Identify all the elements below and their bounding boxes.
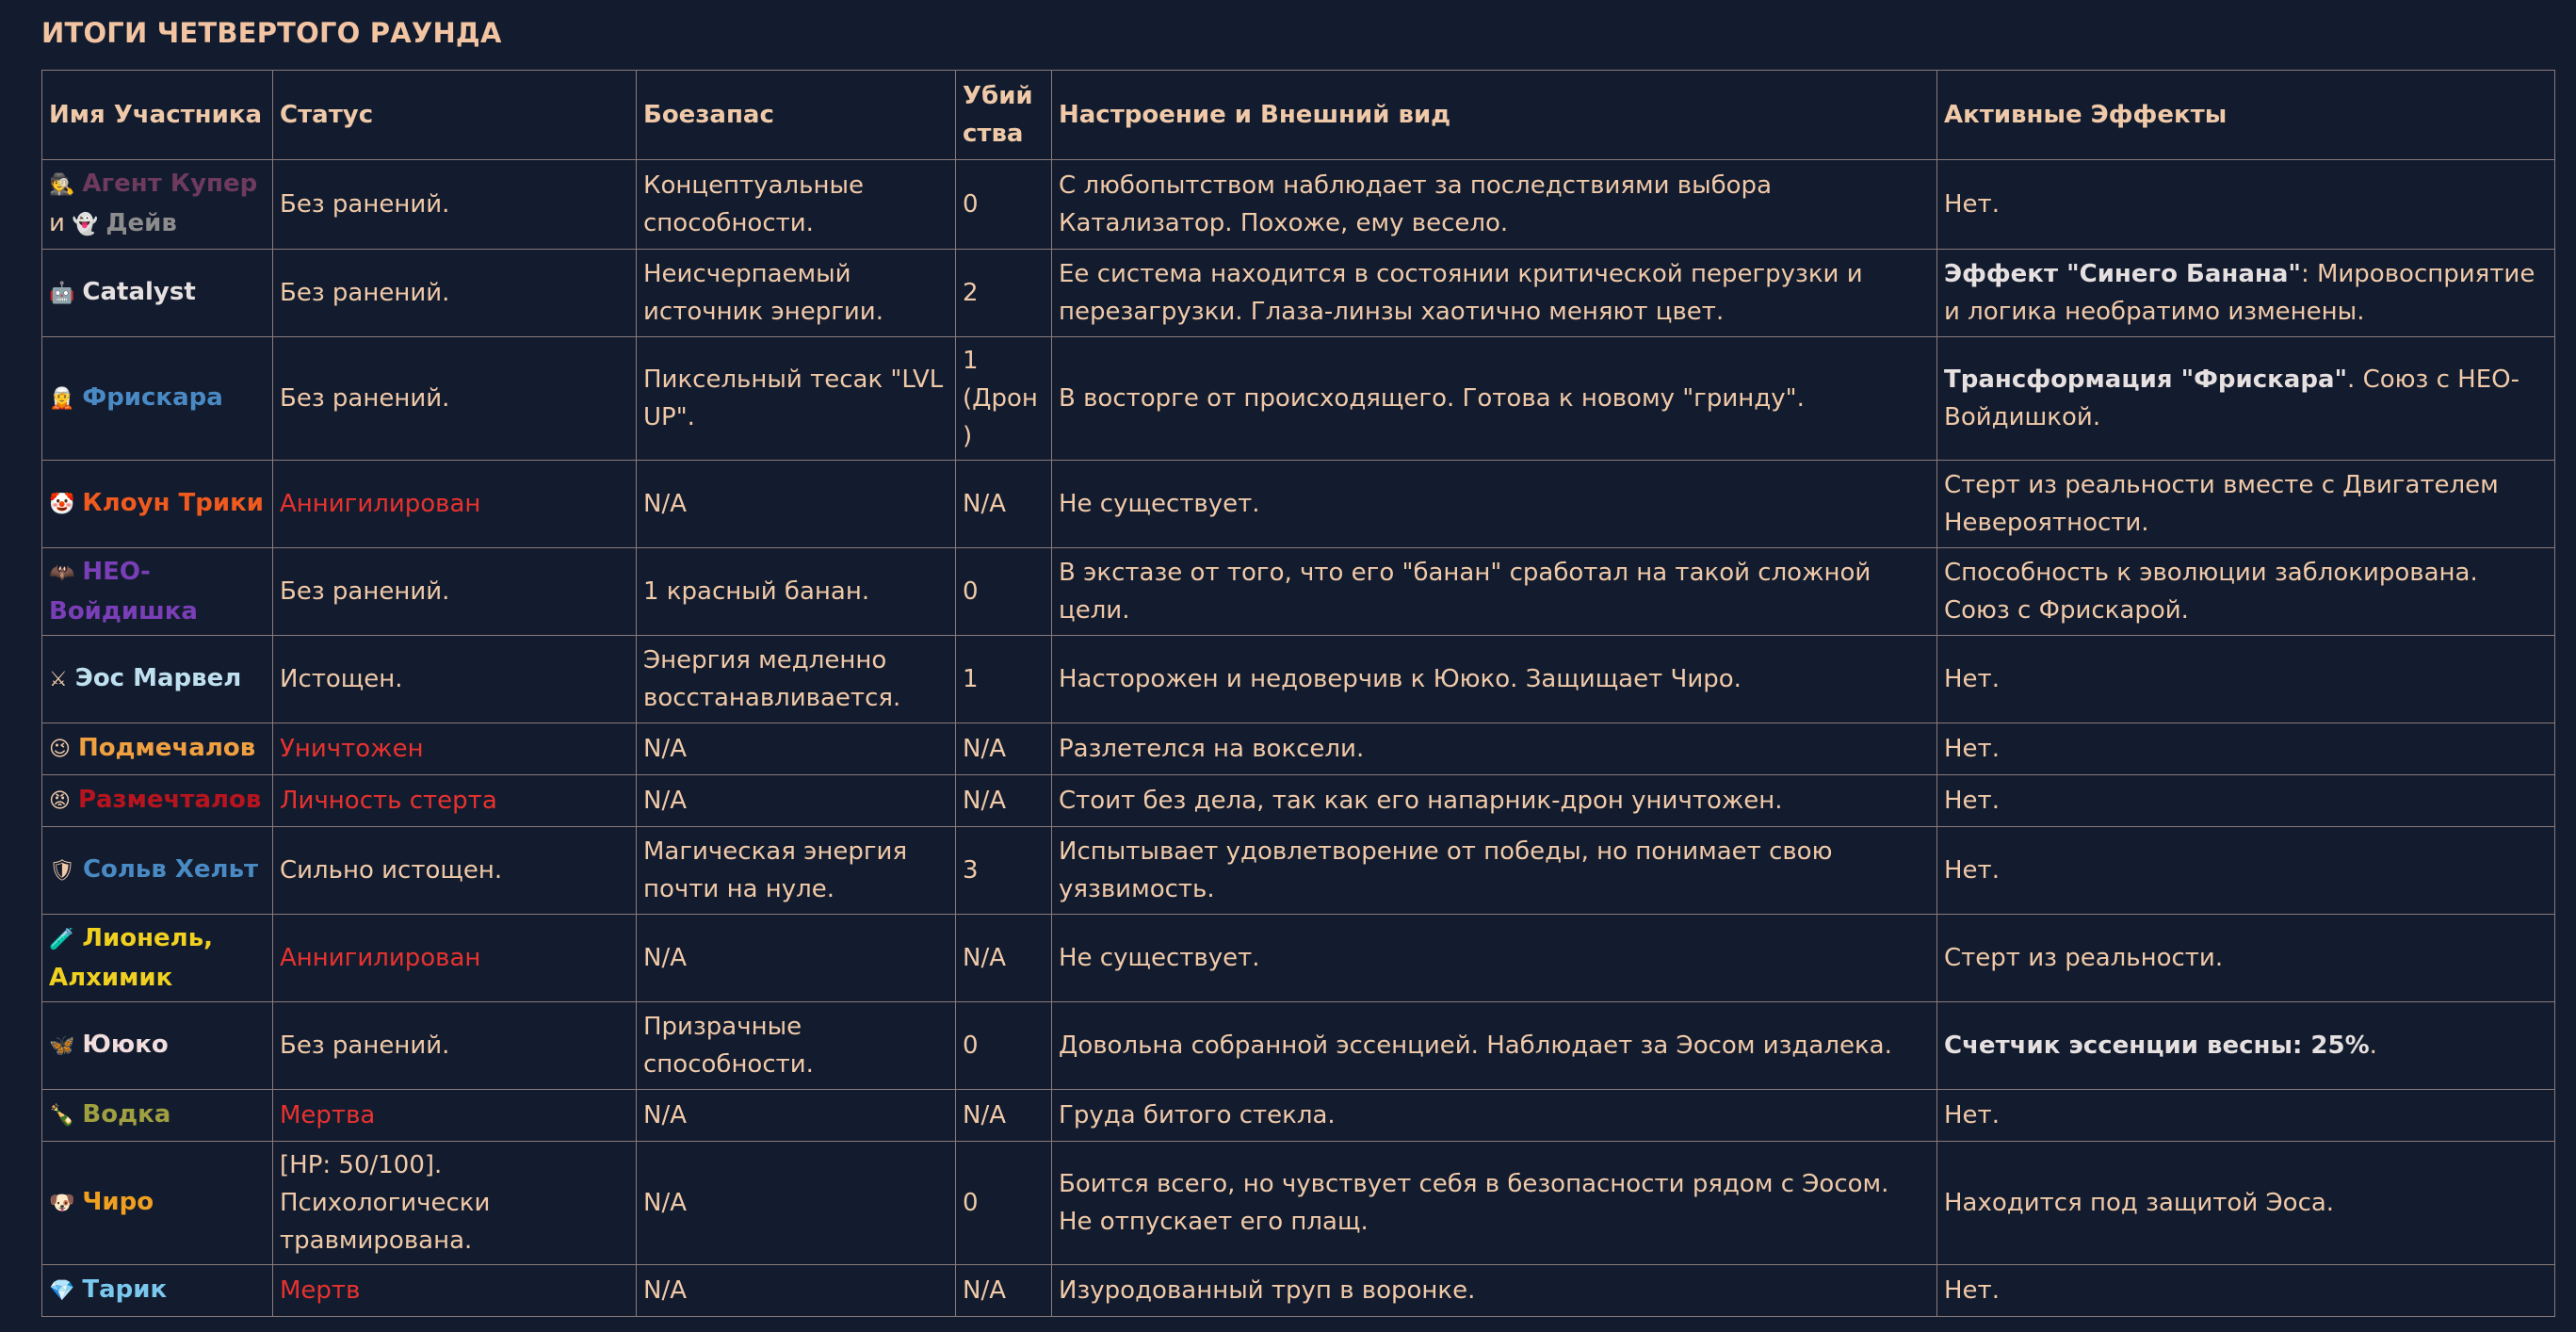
cell-participant-name [42,1142,273,1265]
table-row [42,1265,2555,1317]
cell-ammo: N/A [637,461,956,548]
cell-effects [1937,775,2555,827]
cell-ammo: N/A [637,775,956,827]
cell-participant-name [42,915,273,1002]
cell-kills: 0 [956,548,1052,636]
cell-kills: 3 [956,827,1052,915]
table-row [42,548,2555,636]
cell-participant-name [42,827,273,915]
column-header-mood: Настроение и Внешний вид [1052,71,1937,160]
table-row [42,775,2555,827]
cell-status: Без ранений. [273,337,637,461]
effect-highlight: Трансформация "Фрискара" [1944,365,2348,394]
cell-kills: 0 [956,1002,1052,1090]
cell-mood: Разлетелся на воксели. [1052,723,1937,775]
cell-status: Без ранений. [273,250,637,337]
cell-effects [1937,723,2555,775]
table-row [42,1090,2555,1142]
cell-kills: N/A [956,723,1052,775]
cell-kills: N/A [956,461,1052,548]
participant-avatar-icon: 🦇 [49,561,75,585]
effect-text: Нет. [1944,856,2000,885]
cell-effects [1937,548,2555,636]
table-row [42,461,2555,548]
effect-text: Способность к эволюции заблокирована. Союз с Фрискарой. [1944,559,2478,625]
table-header-row [42,71,2555,160]
cell-mood: Не существует. [1052,461,1937,548]
cell-kills: N/A [956,1090,1052,1142]
participant-name: Чиро [82,1188,154,1216]
cell-mood: Боится всего, но чувствует себя в безопасности рядом с Эосом. Не отпускает его плащ. [1052,1142,1937,1265]
cell-status: Аннигилирован [273,461,637,548]
effect-text: . Союз с НЕО-Войдишкой. [1944,365,2519,431]
column-header-ammo: Боезапас [637,71,956,160]
cell-ammo: Неисчерпаемый источник энергии. [637,250,956,337]
results-panel [41,13,2554,1317]
table-row [42,915,2555,1002]
effect-text: Находится под защитой Эоса. [1944,1189,2335,1217]
cell-status: Личность стерта [273,775,637,827]
table-row [42,636,2555,723]
cell-effects [1937,461,2555,548]
cell-kills: 1 [956,636,1052,723]
name-joiner: и [49,209,65,237]
effect-highlight: Счетчик эссенции весны: 25% [1944,1031,2370,1060]
cell-status: Уничтожен [273,723,637,775]
cell-status: Аннигилирован [273,915,637,1002]
participant-avatar-icon: 😉 [49,738,71,761]
cell-mood: Не существует. [1052,915,1937,1002]
cell-ammo: Концептуальные способности. [637,160,956,250]
table-row [42,160,2555,250]
cell-participant-name [42,636,273,723]
participant-name: Тарик [82,1275,168,1304]
cell-kills: 0 [956,160,1052,250]
page-title: ИТОГИ ЧЕТВЕРТОГО РАУНДА [41,17,502,49]
effect-text: : Мировосприятие и логика необратимо изменены. [1944,260,2535,326]
cell-ammo: Магическая энергия почти на нуле. [637,827,956,915]
cell-mood: Испытывает удовлетворение от победы, но понимает свою уязвимость. [1052,827,1937,915]
cell-effects [1937,827,2555,915]
cell-mood: Изуродованный труп в воронке. [1052,1265,1937,1317]
effect-text: Стерт из реальности. [1944,944,2224,972]
cell-ammo: 1 красный банан. [637,548,956,636]
effect-text: Нет. [1944,665,2000,693]
participant-name: Фрискара [82,383,223,412]
column-header-kills: Убийства [956,71,1052,160]
effect-text: . [2369,1031,2377,1060]
participant-name: НЕО-Войдишка [49,558,198,625]
cell-status: Мертв [273,1265,637,1317]
cell-participant-name [42,337,273,461]
participant-avatar-icon: 🦋 [49,1034,75,1058]
cell-mood: Стоит без дела, так как его напарник-дрон уничтожен. [1052,775,1937,827]
cell-ammo: Призрачные способности. [637,1002,956,1090]
cell-status: Без ранений. [273,548,637,636]
cell-effects [1937,1142,2555,1265]
participant-avatar-icon: 👻 [72,213,99,236]
cell-kills: N/A [956,775,1052,827]
cell-effects [1937,1002,2555,1090]
cell-kills: 2 [956,250,1052,337]
effect-text: Стерт из реальности вместе с Двигателем Невероятности. [1944,471,2499,537]
effect-text: Нет. [1944,787,2000,815]
participant-avatar-icon: 🍾 [49,1104,75,1128]
cell-status: [HP: 50/100]. Психологически травмирована. [273,1142,637,1265]
cell-ammo: Пиксельный тесак "LVL UP". [637,337,956,461]
effect-text: Нет. [1944,1276,2000,1305]
participant-name: Сольв Хельт [82,855,259,884]
cell-ammo: Энергия медленно восстанавливается. [637,636,956,723]
cell-participant-name [42,548,273,636]
cell-participant-name [42,160,273,250]
table-row [42,723,2555,775]
cell-effects [1937,160,2555,250]
cell-participant-name [42,1090,273,1142]
participant-name: Размечталов [77,786,262,814]
table-row [42,1002,2555,1090]
cell-participant-name [42,775,273,827]
participant-name: Catalyst [82,278,196,306]
table-row [42,337,2555,461]
effect-text: Нет. [1944,190,2000,219]
participant-name: Клоун Трики [82,489,264,517]
cell-participant-name [42,461,273,548]
cell-mood: Насторожен и недоверчив к Ююко. Защищает Чиро. [1052,636,1937,723]
cell-ammo: N/A [637,915,956,1002]
cell-mood: Ее система находится в состоянии критической перегрузки и перезагрузки. Глаза-линзы хаотично меняют цвет. [1052,250,1937,337]
cell-effects [1937,1265,2555,1317]
cell-kills: N/A [956,1265,1052,1317]
participant-avatar-icon: 🧝 [49,387,75,411]
table-row [42,250,2555,337]
column-header-name: Имя Участника [42,71,273,160]
cell-kills: 0 [956,1142,1052,1265]
cell-kills: 1 (Дрон) [956,337,1052,461]
cell-status: Истощен. [273,636,637,723]
cell-participant-name [42,250,273,337]
cell-mood: Довольна собранной эссенцией. Наблюдает за Эосом издалека. [1052,1002,1937,1090]
cell-participant-name [42,1265,273,1317]
participant-name: Лионель, Алхимик [49,924,214,992]
participant-avatar-icon: ⚔ [49,668,68,691]
participant-avatar-icon: 🧪 [49,928,75,951]
column-header-effects: Активные Эффекты [1937,71,2555,160]
participant-avatar-icon: 🕵 [49,173,75,197]
table-row [42,1142,2555,1265]
participant-avatar-icon: 🛡 [49,859,75,883]
participant-avatar-icon: 🐶 [49,1192,75,1215]
participant-name: Подмечалов [77,734,256,762]
cell-ammo: N/A [637,1090,956,1142]
cell-ammo: N/A [637,1265,956,1317]
participant-name: Агент Купер [82,170,258,198]
cell-mood: С любопытством наблюдает за последствиями выбора Катализатор. Похоже, ему весело. [1052,160,1937,250]
table-row [42,827,2555,915]
cell-effects [1937,337,2555,461]
effect-text: Нет. [1944,1101,2000,1129]
cell-mood: Груда битого стекла. [1052,1090,1937,1142]
cell-effects [1937,636,2555,723]
cell-effects [1937,250,2555,337]
participant-avatar-icon: 🤖 [49,282,75,305]
participant-avatar-icon: 😡 [49,789,71,813]
cell-kills: N/A [956,915,1052,1002]
cell-status: Сильно истощен. [273,827,637,915]
effect-text: Нет. [1944,735,2000,763]
participant-avatar-icon: 🤡 [49,493,75,516]
participant-name: Водка [82,1100,171,1129]
participant-name: Эос Марвел [74,664,242,692]
cell-participant-name [42,723,273,775]
cell-ammo: N/A [637,723,956,775]
cell-effects [1937,915,2555,1002]
cell-mood: В восторге от происходящего. Готова к новому "гринду". [1052,337,1937,461]
cell-effects [1937,1090,2555,1142]
cell-mood: В экстазе от того, что его "банан" сработал на такой сложной цели. [1052,548,1937,636]
participant-avatar-icon: 💎 [49,1279,75,1303]
participant-name: Дейв [105,209,177,237]
effect-highlight: Эффект "Синего Банана" [1944,260,2301,288]
cell-ammo: N/A [637,1142,956,1265]
results-table [41,70,2555,1317]
participant-name: Ююко [82,1031,169,1059]
cell-status: Мертва [273,1090,637,1142]
cell-status: Без ранений. [273,1002,637,1090]
cell-status: Без ранений. [273,160,637,250]
column-header-status: Статус [273,71,637,160]
cell-participant-name [42,1002,273,1090]
